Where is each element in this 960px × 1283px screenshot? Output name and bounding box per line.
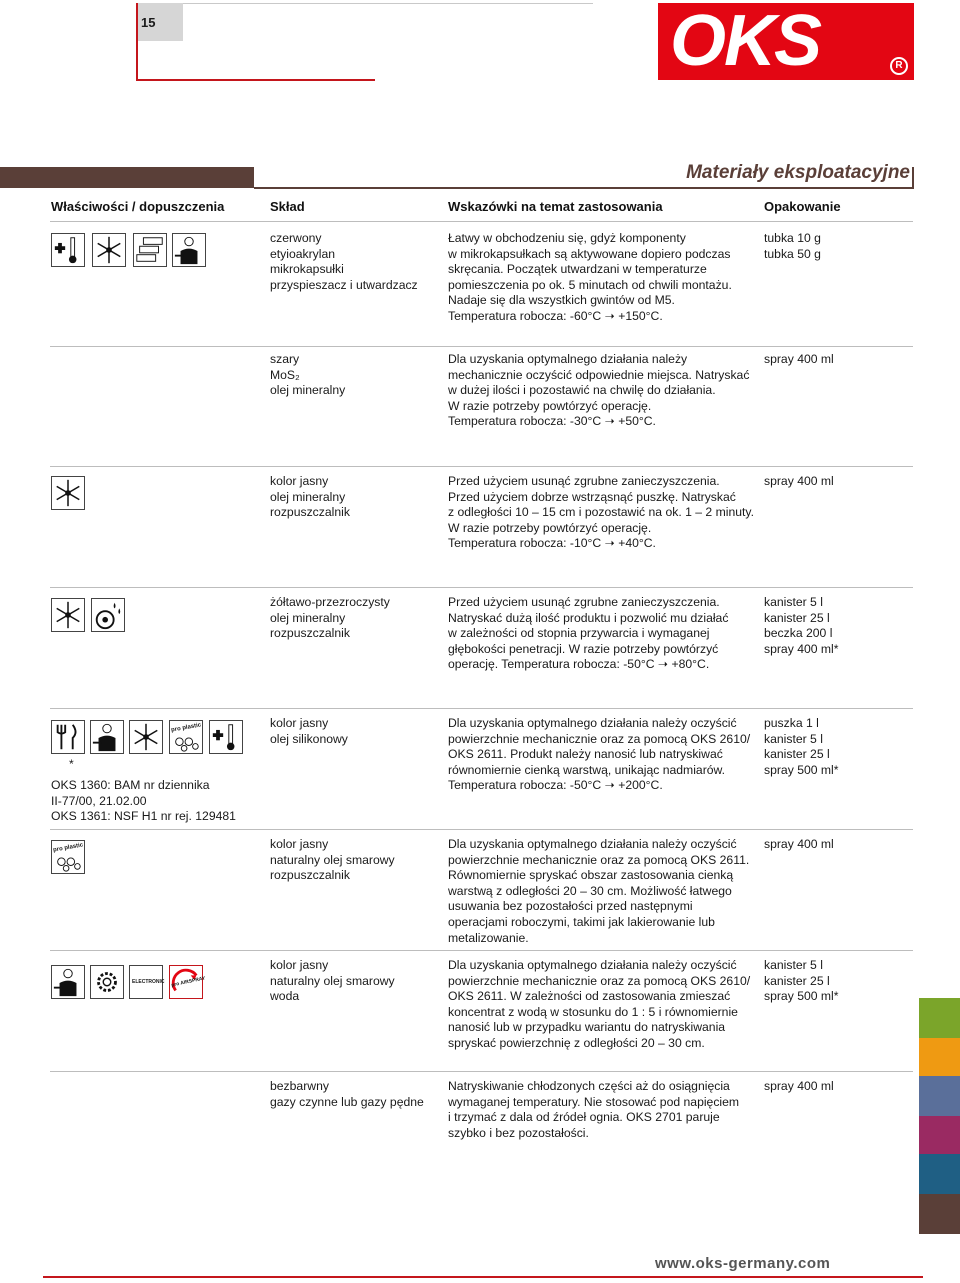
- section-band: [0, 167, 254, 188]
- snowflake-icon: [92, 233, 126, 267]
- plus-thermometer-icon: [209, 720, 243, 754]
- row-divider: [50, 829, 913, 830]
- section-band-line: [254, 187, 914, 189]
- pro-airspray-icon: pro AIRSPRAY: [169, 965, 203, 999]
- header-hairline: [183, 3, 593, 4]
- section-title: Materiały eksploatacyjne: [686, 162, 910, 183]
- side-tab-blue[interactable]: [919, 1076, 960, 1116]
- row-3-packaging: kanister 5 l kanister 25 l beczka 200 l spray 400 ml*: [764, 595, 839, 656]
- pro-plastic-icon: pro plastic: [169, 720, 203, 754]
- column-header-composition: Skład: [270, 199, 305, 214]
- mechanic-icon: [51, 965, 85, 999]
- row-6-composition: kolor jasny naturalny olej smarowy woda: [270, 958, 395, 1004]
- pro-plastic-icon: pro plastic: [51, 840, 85, 874]
- stacked-products-icon: [133, 233, 167, 267]
- snowflake-icon: [51, 476, 85, 510]
- page-rule-horizontal: [136, 79, 375, 81]
- header-divider: [50, 221, 913, 222]
- page-rule-vertical: [136, 3, 138, 81]
- snowflake-icon: [129, 720, 163, 754]
- gear-icon: [90, 965, 124, 999]
- snowflake-icon: [51, 598, 85, 632]
- row-7-composition: bezbarwny gazy czynne lub gazy pędne: [270, 1079, 424, 1109]
- side-tab-brown[interactable]: [919, 1194, 960, 1234]
- side-tab-green[interactable]: [919, 998, 960, 1038]
- row-6-packaging: kanister 5 l kanister 25 l spray 500 ml*: [764, 958, 839, 1004]
- disc-droplets-icon: [91, 598, 125, 632]
- row-0-instructions: Łatwy w obchodzeniu się, gdyż komponenty w mikrokapsułkach są aktywowane dopiero podczas skręcania. Początek utwardzani w temperaturze pomieszczenia po ok. 5 minutach od chwili montażu. Nadaje się dla wszystkich gwintów od M5. Temperatura robocza: -60°C ➝ +150°C.: [448, 231, 732, 323]
- column-header-packaging: Opakowanie: [764, 199, 841, 214]
- row-5-instructions: Dla uzyskania optymalnego działania należy oczyścić powierzchnie mechanicznie oraz za pomocą OKS 2611. Równomiernie spryskać obszar zastosowania cienką warstwą z odległości 20 – 30 cm. Możliwość łatwego usuwania bez pozostałości przed następnymi operacjami roboczymi, takimi jak lakierowanie lub metalizowanie.: [448, 837, 750, 945]
- footer-rule: [43, 1276, 923, 1278]
- website-link[interactable]: www.oks-germany.com: [655, 1255, 831, 1272]
- row-7-packaging: spray 400 ml: [764, 1079, 834, 1093]
- row-4-packaging: puszka 1 l kanister 5 l kanister 25 l spray 500 ml*: [764, 716, 839, 777]
- row-4-approval-note: OKS 1360: BAM nr dziennika II-77/00, 21.02.00 OKS 1361: NSF H1 nr rej. 129481: [51, 778, 236, 824]
- food-cutlery-icon: [51, 720, 85, 754]
- row-divider: [50, 346, 913, 347]
- row-1-composition: szary MoS₂ olej mineralny: [270, 352, 346, 398]
- page-number: 15: [137, 3, 183, 41]
- row-4-composition: kolor jasny olej silikonowy: [270, 716, 348, 746]
- row-0-composition: czerwony etyioakrylan mikrokapsułki przyspieszacz i utwardzacz: [270, 231, 418, 292]
- row-2-composition: kolor jasny olej mineralny rozpuszczalnik: [270, 474, 350, 520]
- row-divider: [50, 587, 913, 588]
- column-header-properties: Właściwości / dopuszczenia: [51, 199, 225, 214]
- row-7-instructions: Natryskiwanie chłodzonych części aż do osiągnięcia wymaganej temperatury. Nie stosować pod napięciem i trzymać z dala od źródeł ognia. OKS 2701 paruje szybko i bez pozostałości.: [448, 1079, 740, 1140]
- mechanic-icon: [172, 233, 206, 267]
- section-band-tick: [912, 167, 914, 188]
- footnote-star: *: [69, 757, 74, 771]
- row-6-instructions: Dla uzyskania optymalnego działania należy oczyścić powierzchnie mechanicznie oraz za pomocą OKS 2610/ OKS 2611. W zależności od zastosowania zmieszać koncentrat z wodą w stosunku do 1 : 5 i równomiernie nanosić lub w przypadku wariantu do natryskiwania spryskać powierzchnię z odległości 20 – 30 cm.: [448, 958, 751, 1050]
- registered-icon: R: [890, 57, 908, 75]
- column-header-instructions: Wskazówki na temat zastosowania: [448, 199, 663, 214]
- row-3-instructions: Przed użyciem usunąć zgrubne zanieczyszczenia. Natryskać dużą ilość produktu i pozwolić mu działać w zależności od stopnia przywarcia i wymaganej głębokości penetracji. W razie potrzeby powtórzyć operację. Temperatura robocza: -50°C ➝ +80°C.: [448, 595, 729, 672]
- row-2-instructions: Przed użyciem usunąć zgrubne zanieczyszczenia. Przed użyciem dobrze wstrząsnąć puszkę. Natryskać z odległości 10 – 15 cm i pozostawić na ok. 1 – 2 minuty. W razie potrzeby powtórzyć operację. Temperatura robocza: -10°C ➝ +40°C.: [448, 474, 754, 551]
- row-1-instructions: Dla uzyskania optymalnego działania należy mechanicznie oczyścić odpowiednie miejsca. Natryskać w dużej ilości i pozostawić na chwilę do działania. W razie potrzeby powtórzyć operację. Temperatura robocza: -30°C ➝ +50°C.: [448, 352, 750, 429]
- row-1-packaging: spray 400 ml: [764, 352, 834, 366]
- row-divider: [50, 950, 913, 951]
- plus-thermometer-icon: [51, 233, 85, 267]
- row-4-instructions: Dla uzyskania optymalnego działania należy oczyścić powierzchnie mechanicznie oraz za pomocą OKS 2610/ OKS 2611. Produkt należy nanosić lub natryskiwać równomiernie cienką warstwą, unikając nadmiarów. Temperatura robocza: -50°C ➝ +200°C.: [448, 716, 751, 793]
- row-divider: [50, 466, 913, 467]
- side-tab-orange[interactable]: [919, 1038, 960, 1076]
- row-3-composition: żółtawo-przezroczysty olej mineralny rozpuszczalnik: [270, 595, 390, 641]
- electronic-icon: ELECTRONIC: [129, 965, 163, 999]
- mechanic-icon: [90, 720, 124, 754]
- side-tab-teal[interactable]: [919, 1154, 960, 1194]
- row-2-packaging: spray 400 ml: [764, 474, 834, 488]
- row-divider: [50, 708, 913, 709]
- row-5-composition: kolor jasny naturalny olej smarowy rozpuszczalnik: [270, 837, 395, 883]
- oks-logo: OKS R: [658, 3, 914, 80]
- row-5-packaging: spray 400 ml: [764, 837, 834, 851]
- row-0-packaging: tubka 10 g tubka 50 g: [764, 231, 821, 261]
- row-divider: [50, 1071, 913, 1072]
- side-tab-magenta[interactable]: [919, 1116, 960, 1154]
